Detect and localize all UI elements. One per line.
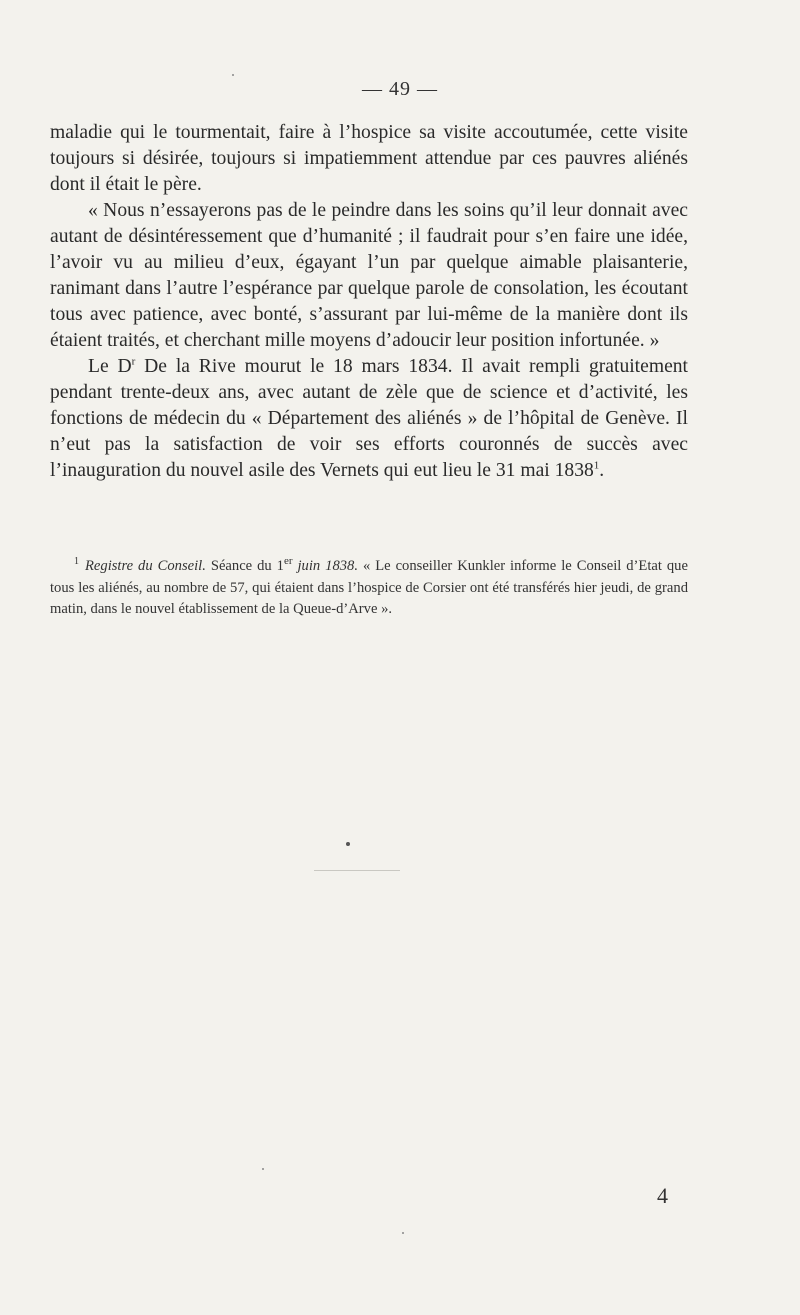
footnote-marker: 1 [74, 556, 79, 568]
footnote-session-prefix: Séance du 1 [205, 558, 284, 574]
paper-speck [402, 1232, 404, 1234]
footnote-source: Registre du Conseil. [85, 558, 206, 574]
paragraph-2: « Nous n’essayerons pas de le peindre dans les soins qu’il leur donnait avec autant de désintéressement que d’humanité ; il faudrait pour s’en faire une idée, l’avoir vu au milieu d’eux, égayant l’un par quelque aimable plaisanterie, ranimant dans l’autre l’espérance par quelque parole de consolation, les écoutant tous avec patience, avec bonté, s’assurant par lui-même de la manière dont ils étaient traités, et cherchant mille moyens d’adoucir leur position infortunée. » [50, 200, 688, 351]
body-text [50, 120, 688, 484]
paragraph-1: maladie qui le tourmentait, faire à l’hospice sa visite accoutumée, cette visite toujours si désirée, toujours si impatiemment attendue par ces pauvres aliénés dont il était le père. [50, 122, 688, 195]
paragraph-3 [50, 354, 688, 484]
footnote-ref[interactable]: 1 [593, 459, 600, 472]
paragraph-3-end: . [599, 460, 605, 481]
paper-speck [232, 74, 234, 76]
ornament-dot [346, 842, 350, 846]
footnote-session-date: juin 1838. [292, 558, 358, 574]
paper-speck [262, 1168, 264, 1170]
footnote-session-sup: er [283, 555, 293, 568]
footnote-1 [50, 556, 688, 621]
ornament-rule [314, 862, 400, 871]
footnotes [50, 556, 688, 621]
signature-mark: 4 [657, 1183, 668, 1208]
paragraph-3-prefix: Le D [88, 356, 132, 377]
doctor-abbrev-sup: r [131, 355, 136, 368]
footnote-text: « Le conseiller Kunkler informe le Conseil d’Etat que tous les aliénés, au nombre de 57, qui étaient dans l’hospice de Corsier ont été transférés hier jeudi, de grand matin, dans le nouvel établissement de la Queue-d’Arve ». [50, 558, 688, 617]
paragraph-3-text: De la Rive mourut le 18 mars 1834. Il avait rempli gratuitement pendant trente-deux ans, avec autant de zèle que de science et d’activité, les fonctions de médecin du « Département des aliénés » de l’hôpital de Genève. Il n’eut pas la satisfaction de voir ses efforts couronnés de succès avec l’inauguration du nouvel asile des Vernets qui eut lieu le 31 mai 1838 [50, 356, 689, 481]
page-number: — 49 — [362, 78, 438, 100]
